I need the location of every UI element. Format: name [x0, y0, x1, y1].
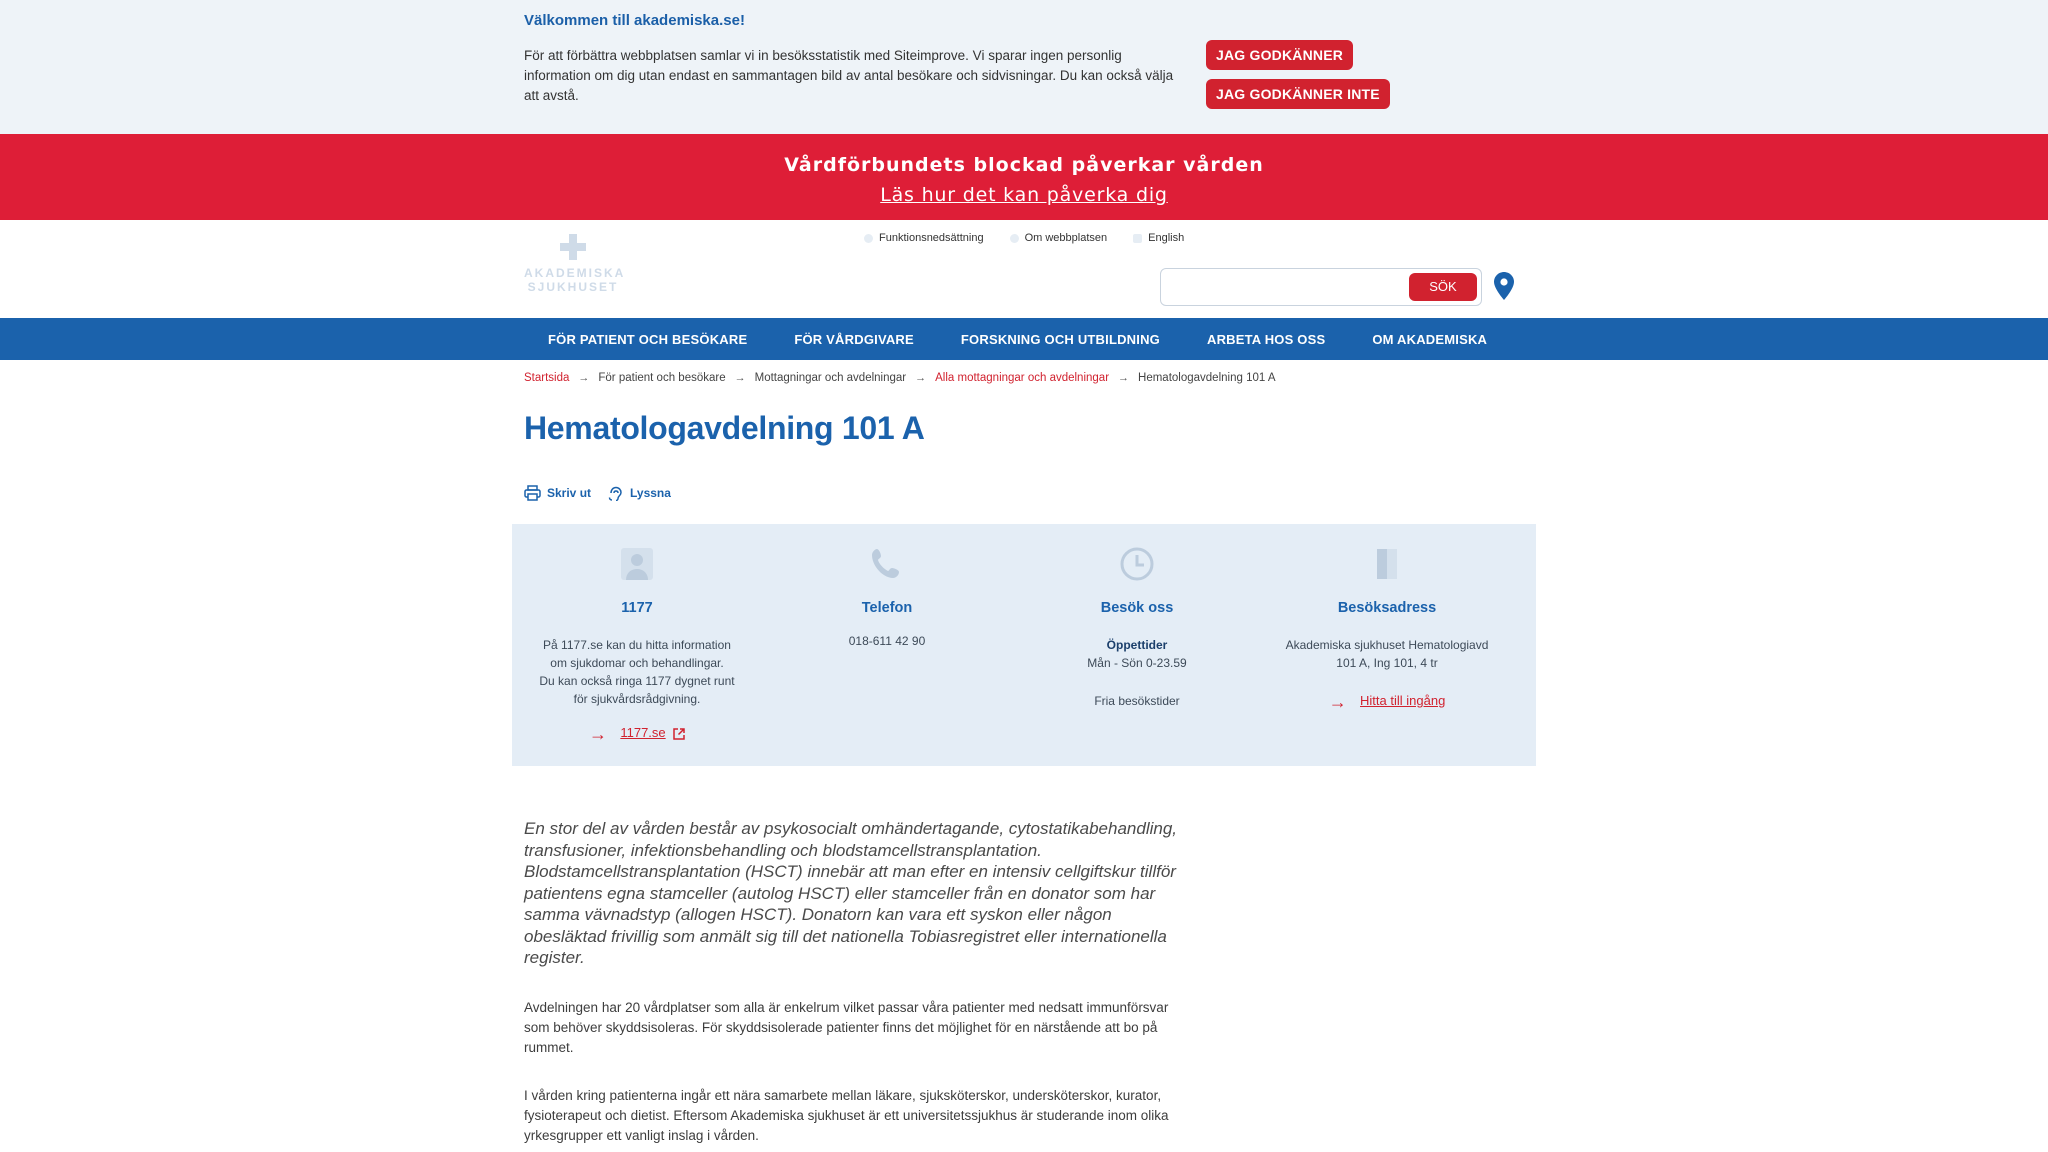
info-visit-subtitle: Öppettider — [1106, 638, 1168, 652]
print-icon — [524, 485, 541, 501]
info-panel — [512, 524, 1536, 766]
nav-about[interactable]: OM AKADEMISKA — [1372, 331, 1488, 347]
search-button[interactable]: SÖK — [1409, 273, 1477, 301]
info-1177-line2: om sjukdomar och behandlingar. — [550, 656, 724, 670]
breadcrumb-all-units[interactable]: Alla mottagningar och avdelningar — [935, 372, 1110, 384]
body-paragraph-1: Avdelningen har 20 vårdplatser som alla är enkelrum vilket passar våra patienter med nedsatt immunförsvar som behöver skyddsisoleras. För skyddsisolerade patienter finns det möjlighet för en närstående att bo på rummet. — [524, 1000, 1169, 1055]
link-1177[interactable]: 1177.se — [620, 725, 666, 740]
info-1177-line4: för sjukvårdsrådgivning. — [573, 692, 701, 706]
info-1177-title: 1177 — [621, 600, 653, 616]
map-pin-icon[interactable] — [1494, 272, 1514, 300]
toplink-accessibility[interactable]: Funktionsnedsättning — [864, 232, 984, 244]
arrow-right-icon: → — [915, 372, 927, 384]
top-links — [864, 232, 1210, 244]
arrow-right-icon: → — [589, 723, 607, 744]
info-phone-number[interactable]: 018-611 42 90 — [848, 634, 926, 648]
body-paragraph-2: I vården kring patienterna ingår ett nära samarbete mellan läkare, sjuksköterskor, undersköterskor, kurator, fysioterapeut och dietist. Eftersom Akademiska sjukhuset är ett universitetssjukhus är studerande inom olika yrkesgrupper ett vanligt inslag i vården. — [524, 1088, 1169, 1143]
find-entrance-link[interactable]: Hitta till ingång — [1360, 693, 1446, 708]
breadcrumb-home[interactable]: Startsida — [524, 372, 570, 384]
decline-cookies-button[interactable]: JAG GODKÄNNER INTE — [1206, 79, 1390, 109]
info-col-address — [1262, 524, 1512, 711]
search-input[interactable] — [1169, 275, 1393, 299]
page-title: Hematologavdelning 101 A — [524, 410, 925, 446]
toplink-english[interactable]: English — [1133, 232, 1184, 244]
site-header — [0, 220, 2048, 318]
logo-cross-icon — [560, 234, 586, 260]
toplink-about[interactable]: Om webbplatsen — [1010, 232, 1108, 244]
info-visit-hours: Mån - Sön 0-23.59 — [1087, 656, 1187, 670]
breadcrumb — [524, 372, 1276, 384]
info-address-title: Besöksadress — [1337, 600, 1437, 616]
info-icon — [1010, 234, 1019, 243]
alert-title: Vårdförbundets blockad påverkar vården — [784, 154, 1264, 176]
cookie-banner — [0, 0, 2048, 134]
doctor-icon — [619, 546, 655, 582]
breadcrumb-current: Hematologavdelning 101 A — [1138, 372, 1276, 384]
logo-line1: AKADEMISKA — [524, 266, 626, 280]
info-visit-extra: Fria besökstider — [1094, 694, 1180, 708]
info-1177-line1: På 1177.se kan du hitta information — [543, 638, 731, 652]
arrow-right-icon: → — [734, 372, 746, 384]
arrow-right-icon: → — [578, 372, 590, 384]
info-phone-title: Telefon — [861, 600, 913, 616]
main-nav — [0, 318, 2048, 360]
info-col-1177 — [512, 524, 762, 743]
flag-icon — [1133, 234, 1142, 243]
logo[interactable] — [524, 234, 626, 304]
cookie-title: Välkommen till akademiska.se! — [524, 12, 745, 29]
alert-banner — [0, 134, 2048, 220]
info-col-visit — [1012, 524, 1262, 710]
nav-patient[interactable]: FÖR PATIENT OCH BESÖKARE — [548, 331, 748, 347]
lead-paragraph: En stor del av vården består av psykosocialt omhändertagande, cytostatikabehandling, transfusioner, infektionsbehandling och blodstamcellstransplantation. Blodstamcellstransplantation (HSCT) innebär att man efter en intensiv cellgiftskur tillför patientens egna stamceller (autolog HSCT) eller stamceller från en donator som har samma vävnadstyp (allogen HSCT). Donatorn kan vara ett syskon eller någon obesläktad frivillig som anmält sig till det nationella Tobiasregistret eller internationella register. — [524, 819, 1178, 967]
cookie-text: För att förbättra webbplatsen samlar vi in besöksstatistik med Siteimprove. Vi sparar ingen personlig information om dig utan endast en sammantagen bild av antal besökare och sidvisningar. Du kan också välja att avstå. — [524, 48, 1174, 103]
info-visit-title: Besök oss — [1100, 600, 1174, 616]
nav-research[interactable]: FORSKNING OCH UTBILDNING — [960, 331, 1160, 347]
breadcrumb-patient[interactable]: För patient och besökare — [598, 372, 726, 384]
info-1177-line3: Du kan också ringa 1177 dygnet runt — [539, 674, 735, 688]
accessibility-icon — [864, 234, 873, 243]
breadcrumb-units[interactable]: Mottagningar och avdelningar — [754, 372, 907, 384]
listen-label: Lyssna — [630, 485, 671, 500]
external-link-icon — [673, 728, 685, 740]
accept-cookies-button[interactable]: JAG GODKÄNNER — [1206, 40, 1353, 70]
door-icon — [1369, 546, 1405, 582]
nav-caregivers[interactable]: FÖR VÅRDGIVARE — [794, 331, 914, 347]
print-button[interactable] — [524, 484, 591, 501]
listen-icon — [607, 484, 624, 501]
listen-button[interactable] — [607, 484, 671, 501]
alert-link[interactable]: Läs hur det kan påverka dig — [880, 184, 1168, 206]
page-tools — [524, 484, 687, 501]
arrow-right-icon: → — [1118, 372, 1130, 384]
info-address-line1: Akademiska sjukhuset Hematologiavd — [1285, 638, 1489, 652]
info-col-phone — [762, 524, 1012, 650]
search-box — [1160, 268, 1482, 306]
logo-line2: SJUKHUSET — [527, 280, 619, 294]
arrow-right-icon: → — [1328, 691, 1347, 712]
print-label: Skriv ut — [547, 485, 592, 500]
clock-icon — [1119, 546, 1155, 582]
nav-work[interactable]: ARBETA HOS OSS — [1206, 331, 1326, 347]
phone-icon — [869, 546, 905, 582]
info-address-line2: 101 A, Ing 101, 4 tr — [1336, 656, 1438, 670]
